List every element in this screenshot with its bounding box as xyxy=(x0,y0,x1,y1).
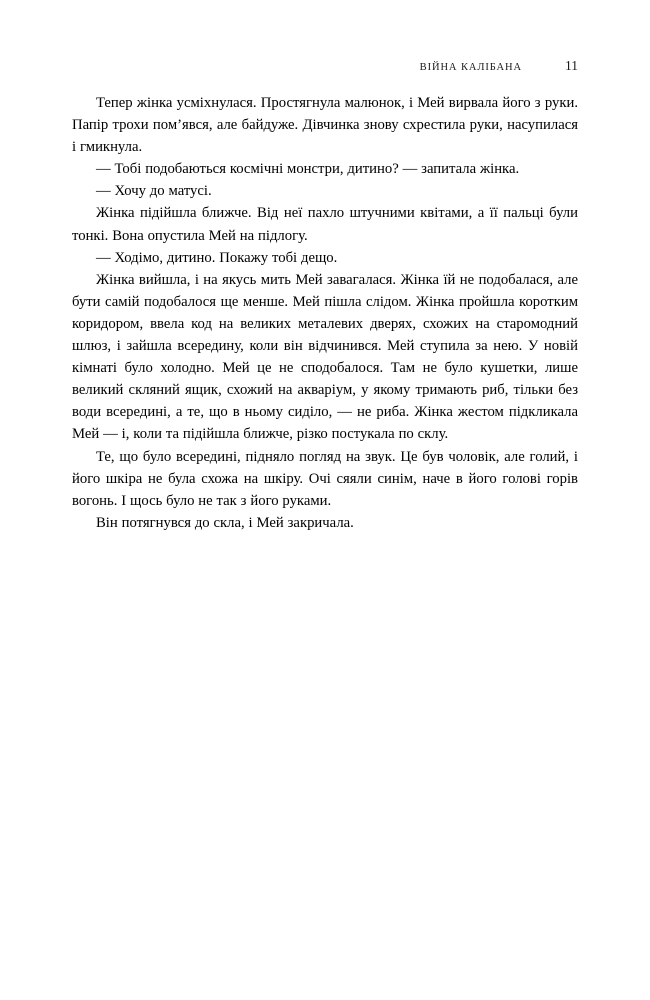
paragraph: Він потягнувся до скла, і Мей закричала. xyxy=(96,514,354,531)
paragraph: Жінка вийшла, і на якусь мить Мей завагалася. Жінка їй не подобалася, але бути самій подобалося ще менше. Мей пішла слідом. Жінка пройшла коротким коридором, ввела код на великих металевих дверях, схожих на старомодний шлюз, і зайшла всередину, коли він відчинився. Мей ступила за нею. У новій кімнаті було холодно. Мей це не сподобалося. Там не було кушетки, лише великий скляний ящик, схожий на акваріум, у якому тримають риб, тільки без води всередині, а те, що в ньому сиділо, — не риба. Жінка жестом підкликала Мей — і, коли та підійшла ближче, різко постукала по склу. xyxy=(72,271,578,443)
paragraph: — Хочу до матусі. xyxy=(96,183,212,200)
running-head-title: ВІЙНА КАЛІБАНА xyxy=(419,62,522,73)
paragraph: Жінка підійшла ближче. Від неї пахло штучними квітами, а її пальці були тонкі. Вона опустила Мей на підлогу. xyxy=(72,205,578,244)
paragraph: — Тобі подобаються космічні монстри, дитино? — запитала жінка. xyxy=(96,161,520,178)
paragraph: — Ходімо, дитино. Покажу тобі дещо. xyxy=(96,249,338,266)
paragraph: Тепер жінка усміхнулася. Простягнула малюнок, і Мей вирвала його з руки. Папір трохи пом’явся, але байдуже. Дівчинка знову схрестила руки, насупилася і гмикнула. xyxy=(72,95,578,156)
running-head xyxy=(72,58,578,74)
paragraph: Те, що було всередині, підняло погляд на звук. Це був чоловік, але голий, і його шкіра не була схожа на шкіру. Очі сяяли синім, наче в його голові горів вогонь. І щось було не так з його руками. xyxy=(72,448,578,509)
page-number: 11 xyxy=(565,58,578,73)
body-text xyxy=(72,92,578,534)
